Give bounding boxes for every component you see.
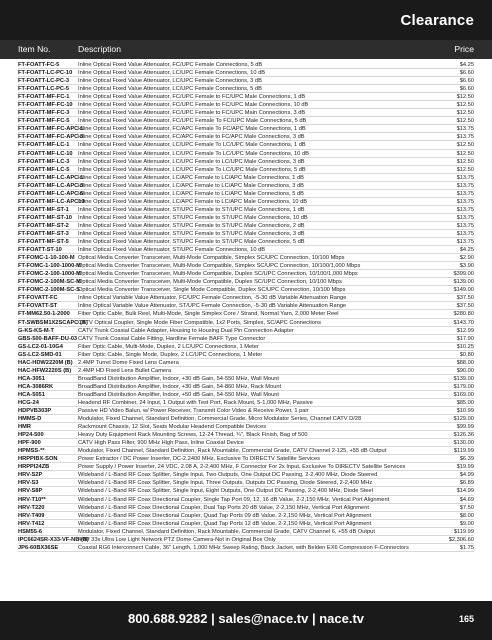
item-price: $12.50 [456,118,474,125]
item-number: HAC-HFW2220S (B) [18,367,72,374]
footer-contact: 800.688.9282 | sales@nace.tv | nace.tv [127,611,365,626]
item-description: 2.4MP Turret Dome Fixed Lens Camera [78,359,179,366]
item-price: $2,306.60 [448,536,474,543]
table-row [0,343,492,351]
table-row [0,447,492,455]
item-price: $4.69 [459,496,474,503]
table-row [0,423,492,431]
item-description: Wideband / L-Band RF Coax Directional Coupler, Quad Tap Ports 12 dB Value, 2-2,150 MHz, Vertical Port Alignment [78,520,372,527]
item-number: FT-FOATT-MF-LC-1 [18,142,70,149]
item-number: HMR [18,424,31,431]
table-row [0,278,492,286]
item-description: Wideband / L-Band RF Coax Splitter, Single Input, Eight Outputs, One Output DC Passing, 2-2,400 MHz, Diode Steel [78,488,373,495]
item-price: $13.75 [456,174,474,181]
table-row [0,431,492,439]
item-price: $12.50 [456,94,474,101]
item-number: HP24-500 [18,432,44,439]
price-table [0,61,492,552]
table-row [0,222,492,230]
item-price: $169.00 [453,391,474,398]
item-description: Heavy Duty Equipment Rack Mounting Screws, 12-24 Thread, ¾", Black Finish, Bag of 500 [78,432,308,439]
item-number: FT-FOATT-ST-10 [18,247,62,254]
table-row [0,262,492,270]
item-description: Inline Optical Fixed Value Attenuator, ST/UPC Female to ST/UPC Male Connections, 1 dB [78,206,305,213]
item-price: $13.75 [456,126,474,133]
item-number: FT-FOATT-LC-PC-3 [18,78,70,85]
item-description: Inline Optical Fixed Value Attenuator, LC/APC Female to LC/APC Male Connections, 1 dB [78,174,304,181]
item-number: HRPPIBX-SON [18,456,58,463]
table-row [0,544,492,552]
page-number: 165 [458,614,474,624]
item-price: $13.75 [456,198,474,205]
table-row [0,367,492,375]
item-description: Power Extractor / DC Power Inserter, DC-2,2400 MHz, Exclusive To DIRECTV Satellite Services [78,456,321,463]
item-description: Inline Optical Fixed Value Attenuator, LC/UPC Female To LC/UPC Male Connections, 1 dB [78,142,306,149]
item-number: HSM55-6 [18,528,43,535]
item-number: FT-FOATT-MF-LC-APC-3 [18,182,84,189]
item-number: HRV-S8P [18,488,43,495]
item-price: $10.25 [456,343,474,350]
item-description: Inline Optical Fixed Value Attenuator, FC/UPC Female Connections, 5 dB [78,62,263,68]
table-row [0,254,492,262]
table-row [0,230,492,238]
item-price: $179.00 [453,383,474,390]
item-number: HDPVB303P [18,408,52,415]
item-number: FT-FOVATT-FC [18,295,58,302]
item-number: FT-FOATT-MF-LC-5 [18,166,70,173]
item-price: $12.50 [456,142,474,149]
item-number: FT-MM62.50-1-2000 [18,311,70,318]
item-price: $13.75 [456,134,474,141]
item-description: Wideband / L-Band RF Coax Directional Coupler, Dual Tap Ports 20 dB Value, 2-2,150 MHz, Vertical Port Alignment [78,504,369,511]
table-row [0,399,492,407]
item-description: Inline Optical Fixed Value Attenuator, LC/APC Female to LC/APC Male Connections, 5 dB [78,190,304,197]
item-description: Inline Optical Fixed Value Attenuator, LC/UPC Female to LC/UPC Male Connections, 3 dB [78,158,305,165]
table-row [0,463,492,471]
table-row [0,383,492,391]
item-number: HPMSS-** [18,448,45,455]
column-header-item: Item No. [18,44,51,54]
item-price: $99.99 [456,424,474,431]
item-price: $8.00 [459,512,474,519]
item-number: G-KS-KS-M-T [18,327,55,334]
item-price: $12.99 [456,327,474,334]
item-number: FT-FOATT-MF-ST-10 [18,214,72,221]
table-row [0,351,492,359]
item-price: $12.50 [456,102,474,109]
item-description: Fiber Optic Cable, Bulk Reel, Multi-Mode, Single Simplex Core / Strand, Normal Yarn, 2,000 Meter Reel [78,311,339,318]
table-row [0,125,492,133]
item-description: CATV Trunk Coaxial Cable Adapter, Housing to Housing Dual Pin Connection Adapter [78,327,294,334]
item-description: CATV Trunk Coaxial Cable Fitting, Hardline Female BAFF Type Connector [78,335,266,342]
item-description: Power Supply / Power Inserter, 24 VDC, 2.08 A, 2-2,400 MHz, F Connector For 2x Input, Exclusive To DIRECTV Satellite Services [78,464,406,471]
item-price: $119.99 [453,448,474,455]
table-row [0,166,492,174]
table-row [0,359,492,367]
table-row [0,101,492,109]
item-number: FT-FOATT-MF-ST-5 [18,239,69,246]
item-description: Inline Optical Fixed Value Attenuator, ST/UPC Female to ST/UPC Male Connections, 5 dB [78,239,305,246]
table-row [0,319,492,327]
table-row [0,294,492,302]
table-row [0,375,492,383]
table-row [0,270,492,278]
item-description: CATV Optical Coupler, Single Mode Fiber Compatible, 1x2 Ports, Simplex, SC/APC Connections [78,319,321,326]
item-number: FT-FOATT-MF-FC-1 [18,94,70,101]
item-price: $280.80 [453,311,474,318]
item-price: $85.00 [456,399,474,406]
item-number: FT-FOATT-MF-ST-2 [18,222,69,229]
table-row [0,133,492,141]
item-description: BroadBand Distribution Amplifier, Indoor, +30 dB Gain, 54-860 MHz, Rack Mount [78,383,282,390]
item-number: JP6-60BX36SE [18,544,59,551]
item-number: FT-FOATT-MF-LC-10 [18,150,73,157]
item-number: FT-FOATT-MF-LC-APC10 [18,198,85,205]
item-price: $0.80 [459,351,474,358]
table-row [0,141,492,149]
item-number: FT-FOATT-MF-LC-APC-1 [18,174,84,181]
item-number: FT-FOATT-MF-LC-APC-5 [18,190,84,197]
table-row [0,415,492,423]
item-price: $6.60 [459,78,474,85]
table-row [0,487,492,495]
item-price: $12.50 [456,150,474,157]
item-description: Inline Optical Fixed Value Attenuator, LC/UPC Female Connections, 10 dB [78,70,266,77]
item-description: BroadBand Distribution Amplifier, Indoor, +50 dB Gain, 54-550 MHz, Wall Mount [78,391,280,398]
item-description: Modulator, Fixed Channel, Standard Definition, Rack Mountable, Commercial Grade, CATV Channel 6, +55 dB Output [78,528,375,535]
table-row [0,528,492,536]
item-description: Wideband / L-Band RF Coax Directional Coupler, Single Tap Port 09, 12, 16 dB Value, 2-2,150 MHz, Vertical Port Alignment [78,496,390,503]
table-row [0,109,492,117]
item-price: $13.75 [456,190,474,197]
table-row [0,496,492,504]
item-description: Inline Optical Fixed Value Attenuator, ST/UPC Female to ST/UPC Male Connections, 2 dB [78,222,305,229]
item-number: FT-SWBSM1X2SCAPC (B) [18,319,88,326]
table-row [0,117,492,125]
item-number: HRV-S2P [18,472,43,479]
item-price: $139.00 [453,279,474,286]
item-price: $37.50 [456,295,474,302]
item-number: FT-FOMC-2-100M-SC-S [18,287,80,294]
item-price: $126.36 [453,432,474,439]
item-description: Optical Media Converter Transceiver, Single Mode Compatible, Duplex SC/UPC Connection, 10/100 Mbps [78,287,346,294]
item-price: $7.50 [459,504,474,511]
item-price: $4.99 [459,472,474,479]
item-price: $12.50 [456,158,474,165]
item-price: $13.75 [456,222,474,229]
item-price: $119.99 [453,528,474,535]
item-number: FT-FOMC-1-10-100-M [18,255,75,262]
table-row [0,536,492,544]
item-price: $37.50 [456,303,474,310]
table-row [0,198,492,206]
item-description: Inline Optical Fixed Value Attenuator, LC/APC Female to LC/APC Male Connections, 3 dB [78,182,304,189]
item-price: $139.00 [453,375,474,382]
table-row [0,520,492,528]
item-price: $129.00 [453,416,474,423]
item-price: $10.99 [456,408,474,415]
item-number: FT-FOATT-MF-FC-10 [18,102,73,109]
table-row [0,206,492,214]
item-price: $88.00 [456,359,474,366]
item-description: 2.4MP HD Fixed Lens Bullet Camera [78,367,172,374]
row-divider [18,551,474,552]
table-row [0,69,492,77]
item-description: Inline Optical Variable Value Attenuator, FC/UPC Female Connection, -5-30 dB Variable Attenuation Range [78,295,347,302]
item-price: $149.00 [453,287,474,294]
item-description: Optical Media Converter Transceiver, Multi-Mode Compatible, Simplex SC/UPC Connection, 10/100 Mbps [78,255,345,262]
item-price: $4.25 [459,62,474,68]
item-description: Inline Optical Fixed Value Attenuator, LC/UPC Female Connections, 3 dB [78,78,262,85]
item-price: $13.75 [456,230,474,237]
item-price: $13.75 [456,182,474,189]
item-number: FT-FOATT-MF-FC-APC-3 [18,134,84,141]
item-description: Modulator, Fixed Channel, Standard Definition, Rack Mountable, Commercial Grade, CATV Channel 2-125, +55 dB Output [78,448,387,455]
table-row [0,214,492,222]
column-header-price: Price [454,44,474,54]
item-description: Wideband / L-Band RF Coax Splitter, Single Input, Three Outputs, Outputs DC Passing, Diode Steered, 2-2,400 MHz [78,480,373,487]
item-description: Inline Optical Fixed Value Attenuator, LC/UPC Female To LC/UPC Male Connections, 5 dB [78,166,306,173]
item-description: Optical Media Converter Transceiver, Multi-Mode Compatible, Simplex SC/UPC Connection, 10/100/1,000 Mbps [78,263,361,270]
item-description: Wideband / L-Band RF Coax Directional Coupler, Quad Tap Ports 09 dB Value, 2-2,150 MHz, Vertical Port Alignment [78,512,372,519]
item-number: FT-FOATT-MF-FC-APC-1 [18,126,84,133]
item-price: $19.99 [456,464,474,471]
table-row [0,335,492,343]
item-number: HRV-T409 [18,512,45,519]
item-price: $130.00 [453,440,474,447]
item-price: $3.90 [459,263,474,270]
item-number: FT-FOATT-MF-LC-3 [18,158,70,165]
item-description: Inline Optical Fixed Value Attenuator, LC/UPC Female To LC/UPC Male Connections, 10 dB [78,150,309,157]
item-number: HRPPI24ZB [18,464,50,471]
item-price: $13.75 [456,206,474,213]
item-description: Inline Optical Fixed Value Attenuator, ST/UPC Female Connections, 10 dB [78,247,266,254]
table-row [0,85,492,93]
item-number: HPF-900 [18,440,41,447]
table-row [0,471,492,479]
table-row [0,455,492,463]
item-price: $12.50 [456,110,474,117]
item-description: Rackmount Chassis, 12 Slot, Seats Modular Headend Compatible Devices [78,424,267,431]
item-number: IPC6624SR-X33-VF-NB (B) [18,536,89,543]
table-row [0,391,492,399]
footer-bar [0,601,492,640]
table-row [0,182,492,190]
item-number: FT-FOVATT-ST [18,303,58,310]
item-description: Inline Optical Fixed Value Attenuator, ST/UPC Female to ST/UPC Male Connections, 10 dB [78,214,308,221]
table-row [0,407,492,415]
item-number: FT-FOATT-LC-PC-5 [18,86,70,93]
item-number: FT-FOATT-MF-FC-3 [18,110,70,117]
table-row [0,310,492,318]
table-row [0,158,492,166]
item-number: HCA-3051 [18,375,45,382]
item-number: HCA-5051 [18,391,45,398]
table-row [0,327,492,335]
item-number: FT-FOATT-LC-PC-10 [18,70,73,77]
item-price: $17.90 [456,335,474,342]
item-description: Inline Optical Variable Value Attenuator, ST/UPC Female Connection, -5-30 dB Variable Attenuation Range [78,303,347,310]
item-number: GS-LC2-SMD-01 [18,351,62,358]
table-row [0,512,492,520]
table-row [0,238,492,246]
item-description: Optical Media Converter Transceiver, Multi-Mode Compatible, Duplex SC/UPC Connection, 10/100 Mbps [78,279,342,286]
table-header [0,40,492,59]
item-number: HCG-24 [18,399,39,406]
item-description: Inline Optical Fixed Value Attenuator, FC/UPC Female To FC/UPC Male Connections, 5 dB [78,118,307,125]
table-row [0,479,492,487]
item-description: Fiber Optic Cable, Multi-Mode, Duplex, 2 LC/UPC Connections, 1 Meter [78,343,259,350]
item-number: FT-FOMC-2-100M-SC-M [18,279,81,286]
item-description: Optical Media Converter Transceiver, Multi-Mode Compatible, Duplex SC/UPC Connection, 10/100/1,000 Mbps [78,271,358,278]
item-number: HRV-S3 [18,480,39,487]
item-number: HMMS-D [18,416,42,423]
item-price: $9.00 [459,520,474,527]
item-number: FT-FOATT-MF-ST-1 [18,206,69,213]
page-title: Clearance [400,12,474,29]
table-row [0,93,492,101]
item-number: GBS-500-BAFF-DU-03 [18,335,78,342]
item-price: $4.25 [459,247,474,254]
item-price: $1.75 [459,544,474,551]
item-description: 4MP 33x Ultra Low Light Network PTZ Dome Camera-Not in Original Box Only [78,536,276,543]
item-description: Inline Optical Fixed Value Attenuator, LC/APC Female to LC/APC Male Connections, 10 dB [78,198,308,205]
item-description: Inline Optical Fixed Value Attenuator, FC/UPC Female to FC/UPC Male Connections, 10 dB [78,102,309,109]
item-price: $143.70 [453,319,474,326]
item-description: Modulator, Fixed Channel, Standard Definition, Commercial Grade, Micro Modulator Series, Channel CATV D/28 [78,416,362,423]
item-number: FT-FOMC-2-100-1000-M [18,271,81,278]
item-price: $13.75 [456,239,474,246]
item-number: HRV-T10** [18,496,46,503]
item-description: Inline Optical Fixed Value Attenuator, FC/UPC Female to FC/UPC Main Connections, 3 dB [78,110,306,117]
item-number: HAC-HDW2220M (B) [18,359,73,366]
item-price: $6.89 [459,480,474,487]
item-price: $12.50 [456,166,474,173]
item-number: FT-FOATT-MF-ST-3 [18,230,69,237]
header-bar [0,0,492,40]
item-description: Inline Optical Fixed Value Attenuator, LC/UPC Female Connections, 5 dB [78,86,262,93]
item-price: $14.99 [456,488,474,495]
table-row [0,150,492,158]
item-description: Inline Optical Fixed Value Attenuator, ST/UPC Female to ST/UPC Male Connections, 3 dB [78,230,305,237]
item-number: HCA-3086RK [18,383,54,390]
table-row [0,439,492,447]
table-row [0,302,492,310]
item-number: GS-LC2-01-10G4 [18,343,63,350]
item-number: FT-FOMC-1-100-1000-M [18,263,81,270]
table-row [0,190,492,198]
table-row [0,504,492,512]
item-price: $13.75 [456,214,474,221]
item-price: $6.39 [459,456,474,463]
item-price: $90.00 [456,367,474,374]
item-description: Passive HD Video Balun, w/ Power Receiver, Transmit Color Video & Receive Power, 1 pair [78,408,309,415]
item-description: CATV High Pass Filter, 900 MHz High Pass, Inline Coaxial Device [78,440,244,447]
item-description: Headend RF Combiner, 24 Input, 1 Output with Test Port, Rack Mount, 5-1,000 MHz, Passive [78,399,313,406]
item-description: Fiber Optic Cable, Single Mode, Duplex, 2 LC/UPC Connections, 1 Meter [78,351,263,358]
item-description: Inline Optical Fixed Value Attenuator, FC/APC Female To FC/APC Male Connections, 1 dB [78,126,306,133]
item-number: FT-FOATT-MF-FC-5 [18,118,70,125]
table-row [0,61,492,69]
item-number: HRV-T412 [18,520,45,527]
item-description: BroadBand Distribution Amplifier, Indoor, +30 dB Gain, 54-550 MHz, Wall Mount [78,375,280,382]
item-number: HRV-T220 [18,504,45,511]
item-price: $399.00 [453,271,474,278]
column-header-description: Description [78,44,121,54]
item-price: $6.60 [459,70,474,77]
item-price: $2.90 [459,255,474,262]
table-row [0,286,492,294]
table-row [0,246,492,254]
item-description: Inline Optical Fixed Value Attenuator, FC/APC Female to FC/APC Male Connections, 3 dB [78,134,305,141]
table-row [0,174,492,182]
item-number: FT-FOATT-FC-5 [18,62,60,68]
table-row [0,77,492,85]
item-description: Wideband / L-Band RF Coax Splitter, Single Input, Two Outputs, One Output DC Passing, 2-2,400 MHz, Diode Steered [78,472,378,479]
item-description: Coaxial RG6 Interconnect Cable, 36" Length, 1,000 MHz Sweep Rating, Black Jacket, with Belden EX6 Compression F-Connectors [78,544,409,551]
item-description: Inline Optical Fixed Value Attenuator, FC/UPC Female to FC/UPC Male Connections, 1 dB [78,94,306,101]
item-price: $6.60 [459,86,474,93]
